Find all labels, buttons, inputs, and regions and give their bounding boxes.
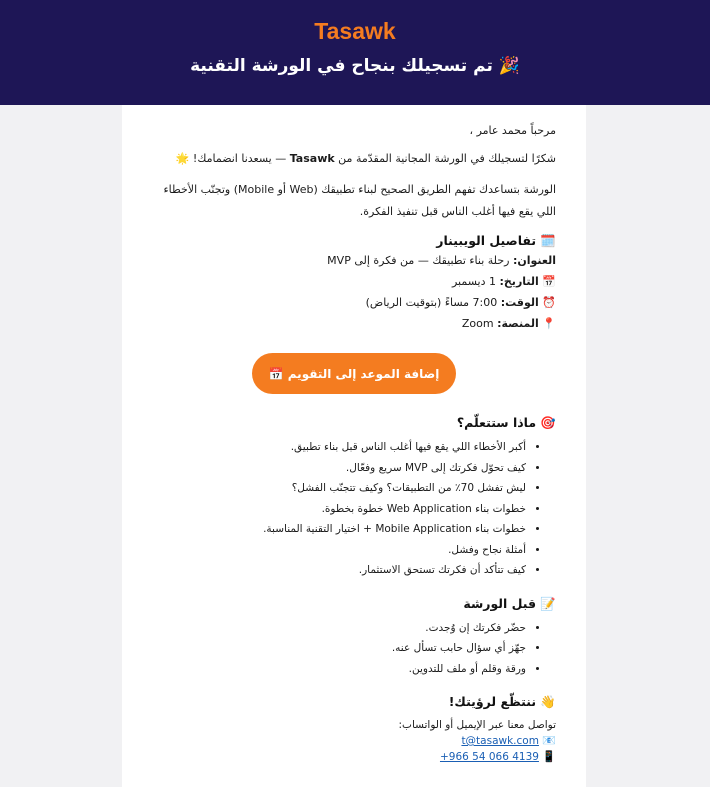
brand-logo-text: Tasawk <box>314 18 396 44</box>
list-item: • حضّر فكرتك إن وُجدت. <box>152 618 526 639</box>
before-heading: 📝 قبل الورشة <box>463 595 556 611</box>
calendar-icon: 📅 <box>542 275 556 288</box>
detail-title-value: رحلة بناء تطبيقك — من فكرة إلى MVP <box>327 254 513 267</box>
phone-icon: 📱 <box>542 750 556 763</box>
list-item: • كيف تتأكد أن فكرتك تستحق الاستثمار. <box>152 560 526 581</box>
detail-date <box>152 271 556 292</box>
header-subtitle: تم تسجيلك بنجاح في الورشة التقنية 🎉 <box>190 56 520 76</box>
alarm-clock-icon: ⏰ <box>542 296 556 309</box>
list-item: • أكبر الأخطاء اللي يقع فيها أغلب الناس قبل بناء تطبيق. <box>152 437 526 458</box>
thanks-before: شكرًا لتسجيلك في الورشة المجانية المقدّمة من <box>334 152 556 165</box>
detail-platform-label: المنصة: <box>497 317 539 330</box>
email-line <box>152 733 556 749</box>
details-heading: 🗓️ تفاصيل الويبينار <box>436 233 556 248</box>
contact-text: تواصل معنا عبر الإيميل أو الواتساب: <box>398 719 556 731</box>
detail-title-label: العنوان: <box>512 254 556 267</box>
email-header <box>0 0 710 105</box>
email-card <box>122 105 586 787</box>
contact-heading: 👋 ننتظّع لرؤيتك! <box>448 694 556 709</box>
list-item: • كيف تحوّل فكرتك إلى MVP سريع وفعّال. <box>152 458 526 479</box>
greeting: مرحباً محمد عامر ، <box>469 124 556 137</box>
list-item: • أمثلة نجاح وفشل. <box>152 540 526 561</box>
thanks-text <box>152 151 556 167</box>
pin-icon: 📍 <box>542 317 556 330</box>
detail-platform <box>152 313 556 334</box>
learn-list <box>152 437 556 581</box>
thanks-brand: Tasawk <box>289 152 335 165</box>
email-icon: 📧 <box>542 734 556 747</box>
detail-time <box>152 292 556 313</box>
add-to-calendar-button[interactable]: إضافة الموعد إلى التقويم 📅 <box>252 353 456 394</box>
list-item: • خطوات بناء Mobile Application + اختيار التقنية المناسبة. <box>152 519 526 540</box>
detail-time-value: 7:00 مساءً (بتوقيت الرياض) <box>365 296 501 309</box>
cta-wrapper <box>152 353 556 394</box>
phone-link[interactable]: +966 54 066 4139 <box>439 751 539 763</box>
list-item: • ليش تفشل 70٪ من التطبيقات؟ وكيف تتجنّب الفشل؟ <box>152 478 526 499</box>
email-link[interactable]: t@tasawk.com <box>461 735 539 747</box>
list-item: • خطوات بناء Web Application خطوة بخطوة. <box>152 499 526 520</box>
detail-date-label: التاريخ: <box>499 275 539 288</box>
list-item: • جهّز أي سؤال حابب تسأل عنه. <box>152 638 526 659</box>
learn-heading: 🎯 ماذا ستتعلّم؟ <box>456 415 556 430</box>
list-item: • ورقة وقلم أو ملف للتدوين. <box>152 659 526 680</box>
phone-line <box>152 749 556 765</box>
detail-title <box>152 250 556 271</box>
detail-time-label: الوقت: <box>500 296 539 309</box>
intro-text: الورشة بتساعدك تفهم الطريق الصحيح لبناء تطبيقك (Web أو Mobile) وتجنّب الأخطاء اللي يقع فيها أغلب الناس قبل تنفيذ الفكرة. <box>163 183 556 218</box>
detail-platform-value: Zoom <box>461 317 498 330</box>
thanks-after: — يسعدنا انضمامك! 🌟 <box>175 152 290 165</box>
detail-date-value: 1 ديسمبر <box>451 275 500 288</box>
before-list <box>152 618 556 680</box>
